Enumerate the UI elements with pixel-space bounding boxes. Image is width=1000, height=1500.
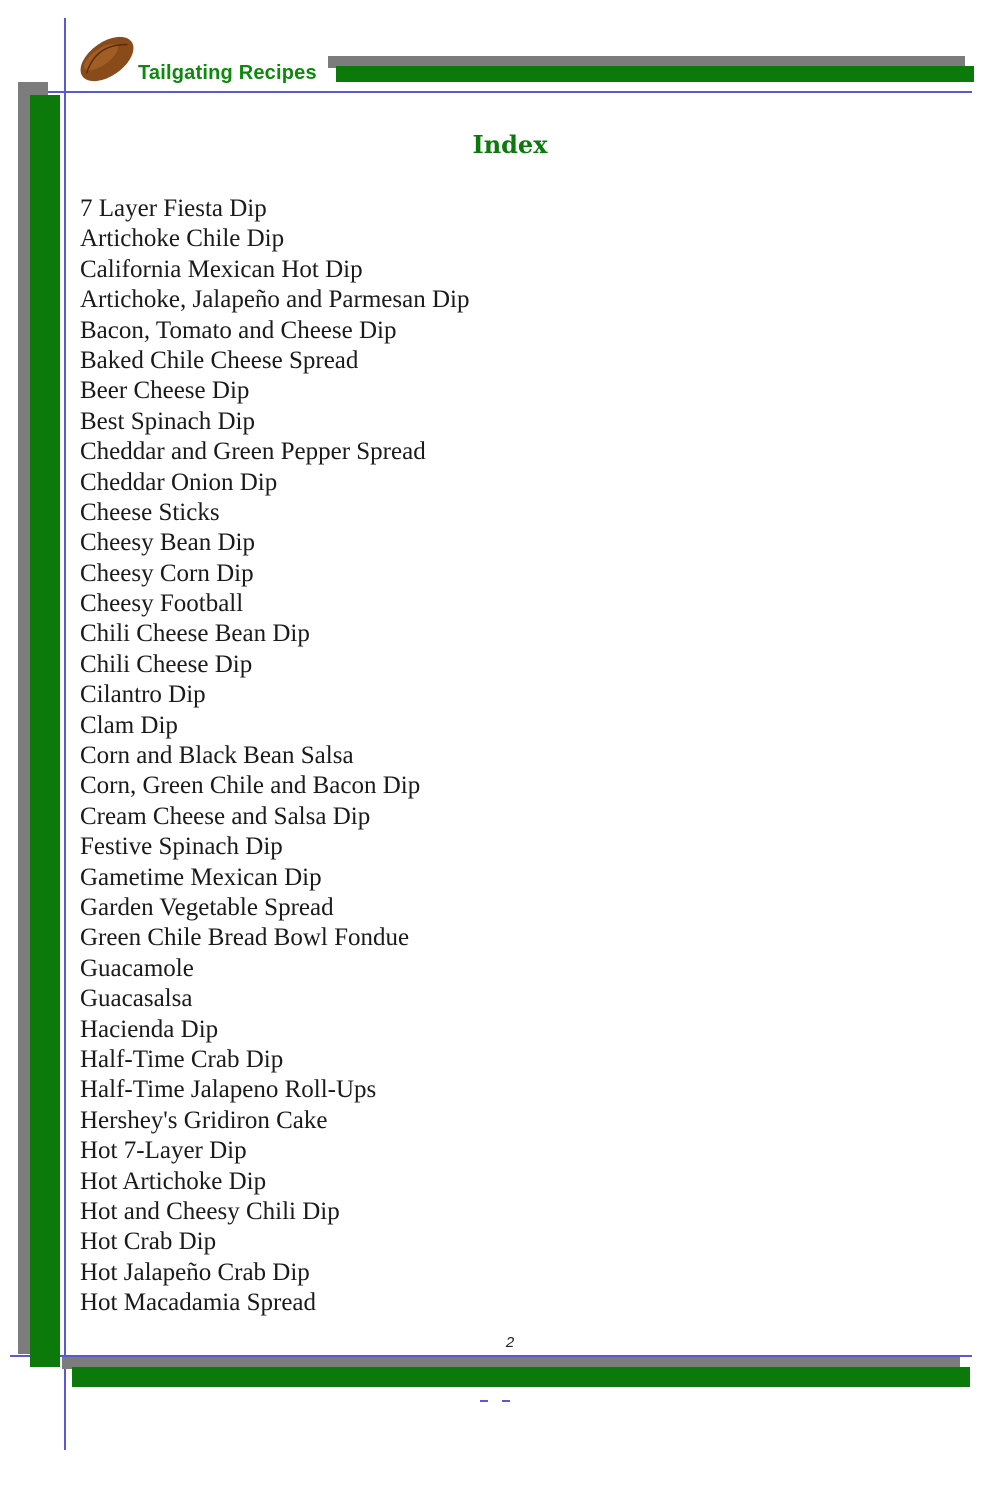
recipe-index-item: Beer Cheese Dip [80, 377, 250, 405]
page-title: Index [472, 130, 548, 159]
left-vertical-rule [64, 18, 66, 1450]
recipe-index-item: Festive Spinach Dip [80, 833, 283, 861]
recipe-index-item: Cheesy Corn Dip [80, 559, 254, 587]
footer-dash-right [502, 1400, 510, 1402]
recipe-index-item: Chili Cheese Bean Dip [80, 620, 310, 648]
recipe-index-item: Half-Time Crab Dip [80, 1045, 284, 1073]
football-icon [76, 32, 138, 86]
recipe-index-item: Best Spinach Dip [80, 407, 255, 435]
footer-dash-left [480, 1400, 488, 1402]
recipe-index-item: Hacienda Dip [80, 1015, 219, 1043]
recipe-index-item: Cheddar and Green Pepper Spread [80, 438, 426, 466]
recipe-index-item: Gametime Mexican Dip [80, 863, 322, 891]
recipe-index-item: Clam Dip [80, 711, 178, 739]
footer-green-bar [72, 1367, 970, 1387]
recipe-index-item: Hershey's Gridiron Cake [80, 1106, 328, 1134]
recipe-index-item: Cheese Sticks [80, 498, 220, 526]
header-title: Tailgating Recipes [138, 62, 317, 84]
recipe-index-item: 7 Layer Fiesta Dip [80, 195, 267, 222]
header-horizontal-rule [20, 91, 972, 93]
recipe-index-item: Cilantro Dip [80, 681, 206, 709]
recipe-index-item: Garden Vegetable Spread [80, 893, 334, 921]
recipe-index-item: Half-Time Jalapeno Roll-Ups [80, 1076, 377, 1104]
recipe-index-item: Corn and Black Bean Salsa [80, 742, 354, 770]
recipe-index-item: Baked Chile Cheese Spread [80, 346, 359, 374]
recipe-index-item: Hot Crab Dip [80, 1228, 217, 1256]
recipe-index-item: Artichoke Chile Dip [80, 225, 285, 253]
recipe-index-item: Hot Jalapeño Crab Dip [80, 1258, 310, 1286]
recipe-index-item: Guacasalsa [80, 985, 193, 1013]
recipe-index-item: Cheddar Onion Dip [80, 468, 278, 496]
left-green-bar [30, 95, 60, 1367]
recipe-index-item: Artichoke, Jalapeño and Parmesan Dip [80, 286, 470, 314]
recipe-index-item: Cream Cheese and Salsa Dip [80, 802, 371, 830]
recipe-index-item: Hot Macadamia Spread [80, 1289, 317, 1317]
recipe-index-item: Corn, Green Chile and Bacon Dip [80, 772, 421, 800]
recipe-index-item: Hot and Cheesy Chili Dip [80, 1197, 340, 1225]
recipe-index-list [80, 194, 469, 1318]
recipe-index-item: Bacon, Tomato and Cheese Dip [80, 316, 397, 344]
recipe-index-item: Cheesy Bean Dip [80, 529, 255, 557]
header-green-bar [336, 66, 974, 82]
recipe-index-item: Hot Artichoke Dip [80, 1167, 267, 1195]
recipe-index-item: Green Chile Bread Bowl Fondue [80, 924, 410, 952]
recipe-index-item: Hot 7-Layer Dip [80, 1137, 247, 1165]
page-number: 2 [505, 1334, 515, 1351]
recipe-index-item: Cheesy Football [80, 590, 244, 618]
recipe-index-item: Chili Cheese Dip [80, 650, 253, 678]
recipe-index-item: Guacamole [80, 954, 194, 982]
recipe-index-item: California Mexican Hot Dip [80, 255, 363, 283]
